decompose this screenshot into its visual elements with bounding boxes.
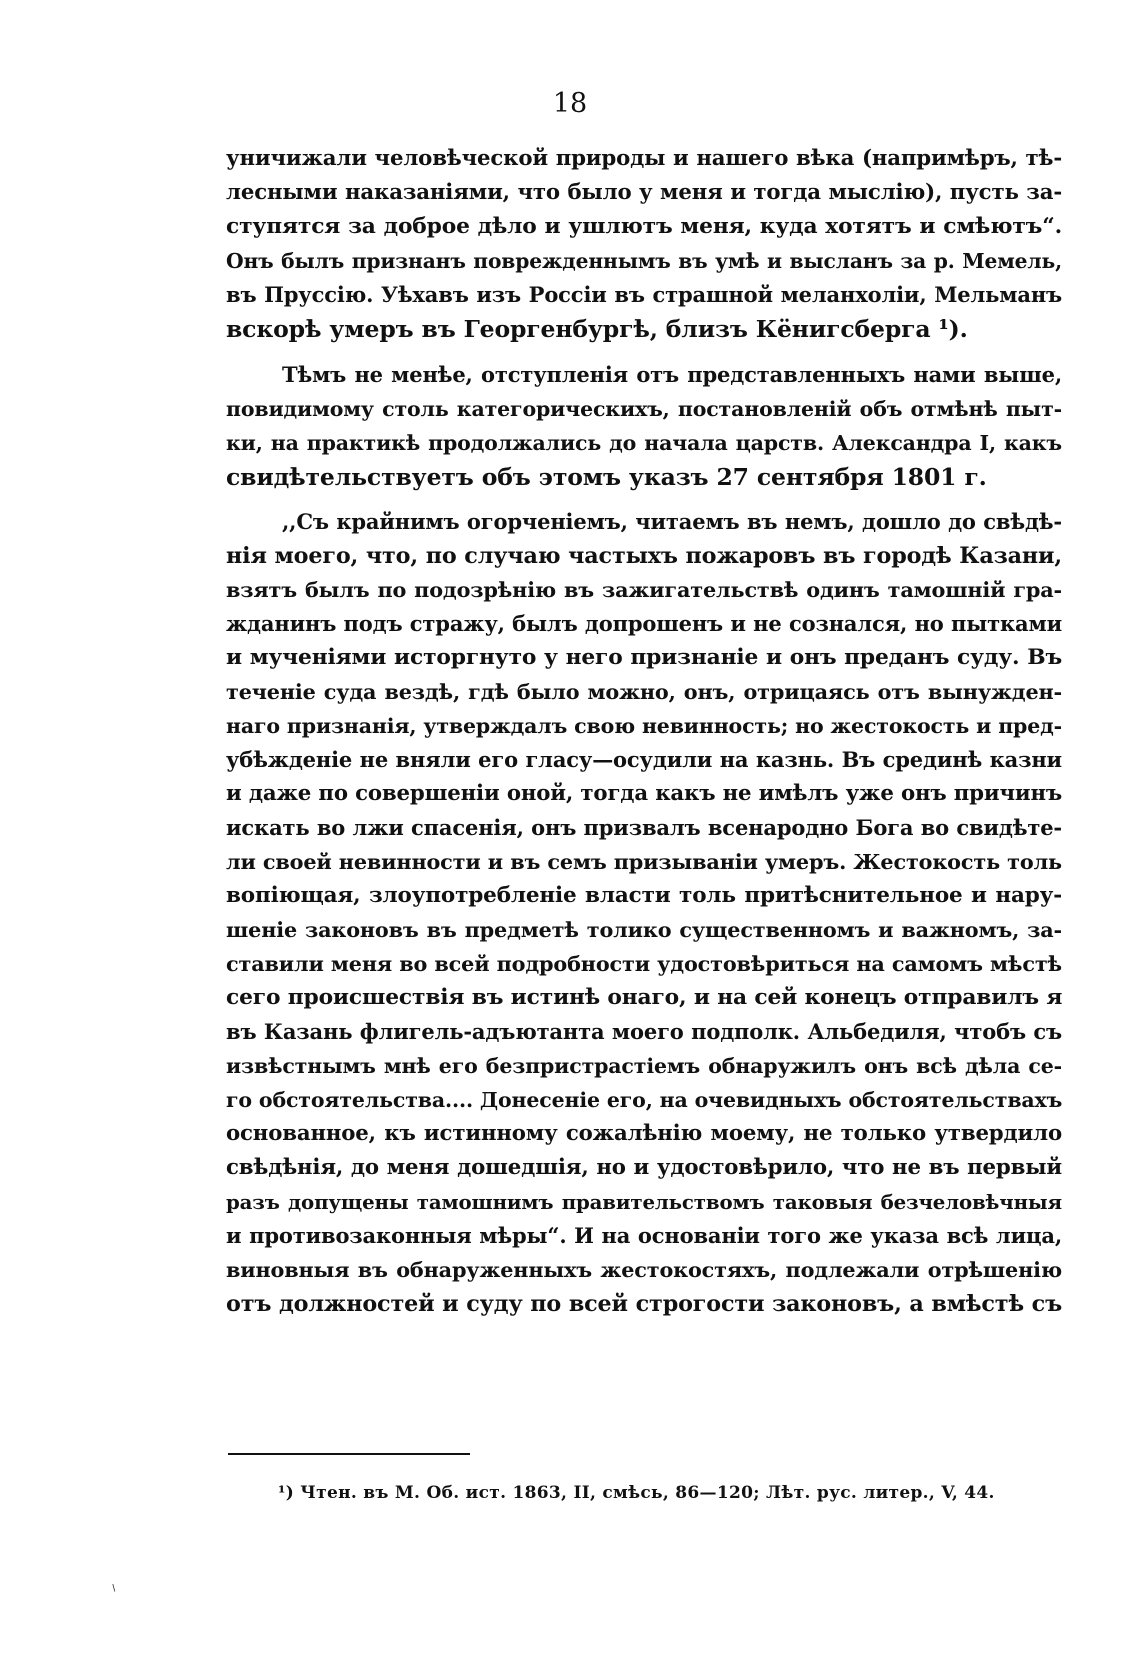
text-line: искать во лжи спасенія, онъ призвалъ всенародно Бога во свидѣте- <box>226 815 1062 840</box>
text-line: сего происшествія въ истинѣ онаго, и на сей конецъ отправилъ я <box>226 985 1063 1010</box>
page-number: 18 <box>552 88 588 119</box>
paragraph-3-quote <box>226 505 1062 1321</box>
text-line: го обстоятельства.... Донесеніе его, на очевидныхъ обстоятельствахъ <box>226 1088 1063 1112</box>
text-line: ,,Съ крайнимъ огорченіемъ, читаемъ въ немъ, дошло до свѣдѣ- <box>282 509 1062 534</box>
text-line: разъ допущены тамошнимъ правительствомъ таковыя безчеловѣчныя <box>226 1190 1062 1214</box>
text-line: и даже по совершеніи оной, тогда какъ не имѣлъ уже онъ причинъ <box>226 781 1063 806</box>
text-line: вскорѣ умеръ въ Георгенбургѣ, близъ Кёнигсберга ¹). <box>226 315 968 343</box>
text-line: жданинъ подъ стражу, былъ допрошенъ и не сознался, но пытками <box>226 611 1062 636</box>
text-line: основанное, къ истинному сожалѣнію моему, не только утвердило <box>226 1121 1062 1146</box>
text-line: Тѣмъ не менѣе, отступленія отъ представленныхъ нами выше, <box>282 362 1062 387</box>
text-line: нія моего, что, по случаю частыхъ пожаровъ въ городѣ Казани, <box>226 543 1062 569</box>
text-line: взятъ былъ по подозрѣнію въ зажигательствѣ одинъ тамошній гра- <box>226 578 1062 602</box>
text-line: Онъ былъ признанъ поврежденнымъ въ умѣ и высланъ за р. Мемель, <box>226 249 1062 273</box>
text-line: и противозаконныя мѣры“. И на основаніи того же указа всѣ лица, <box>226 1223 1062 1248</box>
text-line: убѣжденіе не вняли его гласу—осудили на казнь. Въ срединѣ казни <box>226 747 1062 772</box>
footnote-rule <box>228 1453 470 1455</box>
paragraph-1 <box>226 142 1062 346</box>
scan-mark: ⸜ <box>107 1574 124 1595</box>
footnote: ¹) Чтен. въ М. Об. ист. 1863, II, смѣсь, 86—120; Лѣт. рус. литер., V, 44. <box>278 1483 995 1503</box>
text-line: извѣстнымъ мнѣ его безпристрастіемъ обнаружилъ онъ всѣ дѣла се- <box>226 1054 1062 1078</box>
text-line: ступятся за доброе дѣло и ушлютъ меня, куда хотятъ и смѣютъ“. <box>226 214 1062 239</box>
text-line: уничижали человѣческой природы и нашего вѣка (напримѣръ, тѣ- <box>226 146 1062 171</box>
paragraph-2 <box>226 358 1062 494</box>
text-line: свѣдѣнія, до меня дошедшія, но и удостовѣрило, что не въ первый <box>226 1155 1062 1180</box>
text-line: свидѣтельствуетъ объ этомъ указъ 27 сентября 1801 г. <box>226 463 987 491</box>
text-line: ставили меня во всей подробности удостовѣриться на самомъ мѣстѣ <box>226 952 1062 976</box>
text-line: ли своей невинности и въ семъ призываніи умеръ. Жестокость толь <box>226 850 1062 874</box>
text-line: вопіющая, злоупотребленіе власти толь притѣснительное и нару- <box>226 883 1062 908</box>
text-line: наго признанія, утверждалъ свою невинность; но жестокость и пред- <box>226 714 1063 738</box>
text-line: въ Пруссію. Уѣхавъ изъ Россіи въ страшной меланхоліи, Мельманъ <box>226 282 1062 307</box>
text-line: повидимому столь категорическихъ, постановленій объ отмѣнѣ пыт- <box>226 397 1062 421</box>
text-line: отъ должностей и суду по всей строгости законовъ, а вмѣстѣ съ <box>226 1291 1062 1317</box>
text-line: и мученіями исторгнуто у него признаніе и онъ преданъ суду. Въ <box>226 645 1062 670</box>
text-line: ки, на практикѣ продолжались до начала царств. Александра I, какъ <box>226 431 1062 455</box>
text-line: въ Казань флигель-адъютанта моего подполк. Альбедиля, чтобъ съ <box>226 1019 1062 1044</box>
text-line: шеніе законовъ въ предметѣ толико существенномъ и важномъ, за- <box>226 918 1062 942</box>
text-line: лесными наказаніями, что было у меня и тогда мыслію), пусть за- <box>226 180 1062 205</box>
text-line: виновныя въ обнаруженныхъ жестокостяхъ, подлежали отрѣшенію <box>226 1258 1062 1282</box>
text-line: теченіе суда вездѣ, гдѣ было можно, онъ, отрицаясь отъ вынужден- <box>226 680 1062 704</box>
